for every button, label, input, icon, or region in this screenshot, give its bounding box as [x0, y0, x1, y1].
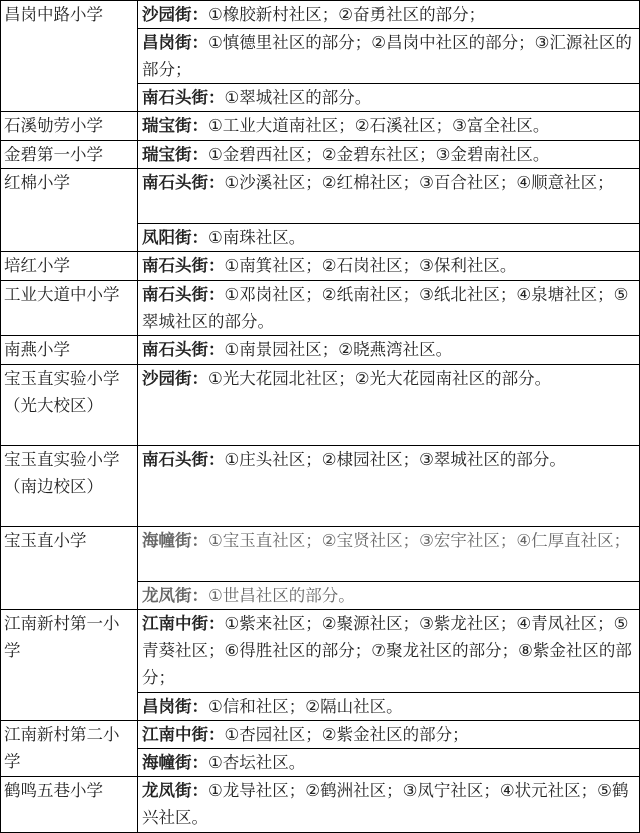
school-name: 江南新村第一小学 — [1, 610, 138, 721]
community-list: ①杏坛社区。 — [208, 753, 306, 772]
school-name: 红棉小学 — [1, 169, 138, 252]
school-name: 石溪劬劳小学 — [1, 112, 138, 141]
street-name: 龙凤街： — [142, 586, 208, 605]
district-entry — [138, 281, 640, 336]
district-entry — [138, 141, 640, 169]
street-name: 南石头街： — [142, 340, 225, 359]
table-row — [1, 1, 640, 29]
district-entry — [138, 721, 640, 749]
community-list: ①翠城社区的部分。 — [224, 88, 372, 107]
school-name: 宝玉直小学 — [1, 527, 138, 610]
district-entry — [138, 224, 640, 252]
community-list: ①光大花园北社区；②光大花园南社区的部分。 — [208, 369, 552, 388]
school-name: 鹤鸣五巷小学 — [1, 777, 138, 833]
community-list: ①邓岗社区；②纸南社区；③纸北社区；④泉塘社区；⑤翠城社区的部分。 — [142, 285, 629, 331]
street-name: 江南中街： — [142, 614, 225, 633]
table-row — [1, 112, 640, 141]
district-entry — [138, 777, 640, 833]
table-row — [1, 527, 640, 582]
street-name: 南石头街： — [142, 285, 225, 304]
community-list: ①金碧西社区；②金碧东社区；③金碧南社区。 — [208, 145, 550, 164]
district-entry — [138, 693, 640, 721]
school-name: 培红小学 — [1, 252, 138, 281]
street-name: 沙园街： — [142, 369, 208, 388]
table-row — [1, 169, 640, 224]
district-entry — [138, 252, 640, 281]
school-name: 宝玉直实验小学（光大校区） — [1, 365, 138, 446]
district-entry — [138, 610, 640, 693]
street-name: 沙园街： — [142, 5, 208, 24]
district-entry — [138, 112, 640, 141]
table-row — [1, 610, 640, 693]
street-name: 瑞宝街： — [142, 116, 208, 135]
community-list: ①庄头社区；②棣园社区；③翠城社区的部分。 — [224, 450, 566, 469]
district-entry — [138, 446, 640, 527]
table-row — [1, 777, 640, 833]
street-name: 南石头街： — [142, 173, 225, 192]
street-name: 南石头街： — [142, 450, 225, 469]
street-name: 南石头街： — [142, 88, 225, 107]
street-name: 南石头街： — [142, 256, 225, 275]
street-name: 海幢街： — [142, 753, 208, 772]
community-list: ①世昌社区的部分。 — [208, 586, 355, 605]
table-row — [1, 336, 640, 365]
community-list: ①宝玉直社区；②宝贤社区；③宏宇社区；④仁厚直社区； — [208, 531, 631, 550]
district-entry — [138, 582, 640, 610]
community-list: ①信和社区；②隔山社区。 — [208, 697, 403, 716]
table-row — [1, 446, 640, 527]
street-name: 龙凤街： — [142, 781, 208, 800]
table-row — [1, 141, 640, 169]
street-name: 江南中街： — [142, 725, 225, 744]
street-name: 凤阳街： — [142, 228, 208, 247]
street-name: 昌岗街： — [142, 697, 208, 716]
community-list: ①龙导社区；②鹤洲社区；③凤宁社区；④状元社区；⑤鹤兴社区。 — [142, 781, 629, 827]
community-list: ①沙溪社区；②红棉社区；③百合社区；④顺意社区； — [224, 173, 614, 192]
school-name: 南燕小学 — [1, 336, 138, 365]
table-row — [1, 281, 640, 336]
community-list: ①工业大道南社区；②石溪社区；③富全社区。 — [208, 116, 550, 135]
street-name: 海幢街： — [142, 531, 208, 550]
school-name: 昌岗中路小学 — [1, 1, 138, 112]
community-list: ①南景园社区；②晓燕湾社区。 — [224, 340, 453, 359]
school-name: 工业大道中小学 — [1, 281, 138, 336]
street-name: 瑞宝街： — [142, 145, 208, 164]
district-entry — [138, 527, 640, 582]
district-entry — [138, 365, 640, 446]
street-name: 昌岗街： — [142, 33, 208, 52]
school-name: 江南新村第二小学 — [1, 721, 138, 777]
community-list: ①南箕社区；②石岗社区；③保利社区。 — [224, 256, 517, 275]
school-name: 金碧第一小学 — [1, 141, 138, 169]
community-list: ①橡胶新村社区；②奋勇社区的部分； — [208, 5, 486, 24]
school-name: 宝玉直实验小学（南边校区） — [1, 446, 138, 527]
district-entry — [138, 1, 640, 29]
district-entry — [138, 169, 640, 224]
district-entry — [138, 29, 640, 84]
table-row — [1, 365, 640, 446]
district-entry — [138, 749, 640, 777]
district-entry — [138, 336, 640, 365]
table-row — [1, 252, 640, 281]
community-list: ①杏园社区；②紫金社区的部分； — [224, 725, 469, 744]
community-list: ①紫来社区；②聚源社区；③紫龙社区；④青凤社区；⑤青葵社区；⑥得胜社区的部分；⑦聚龙社区的部分；⑧紫金社区的部分； — [142, 614, 632, 687]
district-entry — [138, 84, 640, 112]
table-row — [1, 721, 640, 749]
community-list: ①慎德里社区的部分；②昌岗中社区的部分；③汇源社区的部分； — [142, 33, 632, 79]
community-list: ①南珠社区。 — [208, 228, 306, 247]
